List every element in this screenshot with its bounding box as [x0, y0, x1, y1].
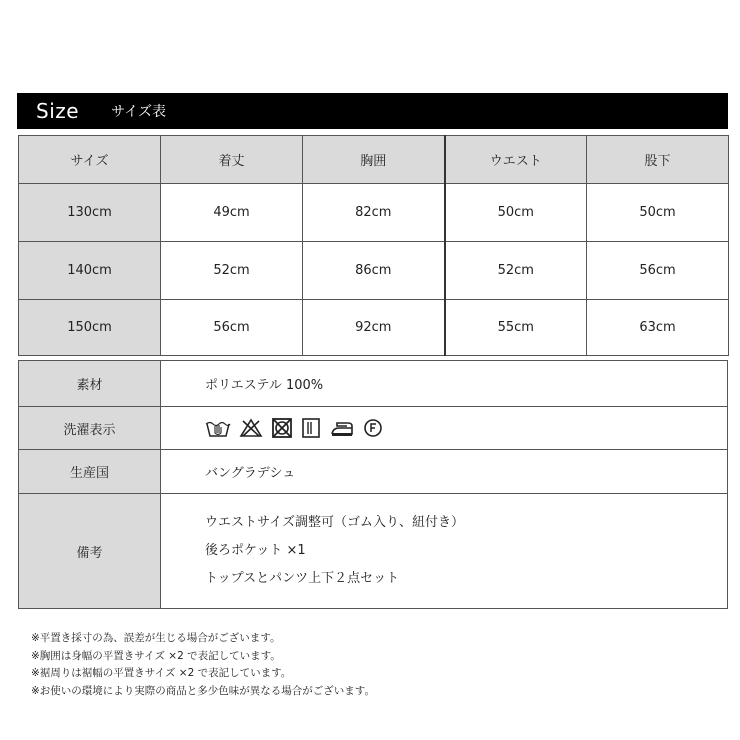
- waist-cell: 50cm: [445, 184, 587, 242]
- size-cell: 140cm: [19, 242, 161, 300]
- col-header-inseam: 股下: [587, 136, 729, 184]
- line-dry-icon: [301, 417, 321, 439]
- note-line: 後ろポケット ×1: [205, 543, 306, 558]
- col-header-size: サイズ: [19, 136, 161, 184]
- footnote: ※胸囲は身幅の平置きサイズ ×2 で表記しています。: [31, 649, 281, 662]
- chest-cell: 82cm: [303, 184, 445, 242]
- care-label: 洗濯表示: [19, 407, 161, 450]
- material-label: 素材: [19, 361, 161, 407]
- footnotes: [31, 630, 375, 700]
- material-row: [19, 361, 728, 407]
- material-value: ポリエステル 100%: [161, 361, 728, 407]
- notes-label: 備考: [19, 494, 161, 609]
- col-header-waist: ウエスト: [445, 136, 587, 184]
- waist-cell: 55cm: [445, 300, 587, 356]
- inseam-cell: 63cm: [587, 300, 729, 356]
- origin-label: 生産国: [19, 450, 161, 494]
- origin-value: バングラデシュ: [161, 450, 728, 494]
- note-line: トップスとパンツ上下２点セット: [205, 571, 400, 586]
- dry-clean-f-icon: [363, 418, 383, 438]
- notes-value: [161, 494, 728, 609]
- table-row: [19, 184, 729, 242]
- col-header-chest: 胸囲: [303, 136, 445, 184]
- length-cell: 49cm: [161, 184, 303, 242]
- table-row: [19, 300, 729, 356]
- inseam-cell: 56cm: [587, 242, 729, 300]
- waist-cell: 52cm: [445, 242, 587, 300]
- inseam-cell: 50cm: [587, 184, 729, 242]
- care-icons: [205, 417, 727, 439]
- care-value: [161, 407, 728, 450]
- footnote: ※お使いの環境により実際の商品と多少色味が異なる場合がございます。: [31, 684, 375, 697]
- col-header-length: 着丈: [161, 136, 303, 184]
- header-title: Size: [36, 99, 80, 123]
- size-cell: 150cm: [19, 300, 161, 356]
- product-info-table: [18, 360, 728, 609]
- chest-cell: 92cm: [303, 300, 445, 356]
- iron-low-icon: [329, 418, 355, 438]
- size-cell: 130cm: [19, 184, 161, 242]
- length-cell: 56cm: [161, 300, 303, 356]
- size-table-header-row: [19, 136, 729, 184]
- hand-wash-icon: [205, 417, 231, 439]
- notes-row: [19, 494, 728, 609]
- footnote: ※平置き採寸の為、誤差が生じる場合がございます。: [31, 632, 281, 644]
- table-row: [19, 242, 729, 300]
- note-line: ウエストサイズ調整可（ゴム入り、紐付き）: [205, 515, 464, 530]
- no-bleach-icon: [239, 418, 263, 438]
- header-subtitle: サイズ表: [111, 104, 166, 120]
- length-cell: 52cm: [161, 242, 303, 300]
- chest-cell: 86cm: [303, 242, 445, 300]
- origin-row: [19, 450, 728, 494]
- size-table: [18, 135, 729, 356]
- no-tumble-dry-icon: [271, 417, 293, 439]
- size-header-bar: [17, 93, 728, 129]
- footnote: ※裾周りは裾幅の平置きサイズ ×2 で表記しています。: [31, 667, 292, 679]
- care-row: [19, 407, 728, 450]
